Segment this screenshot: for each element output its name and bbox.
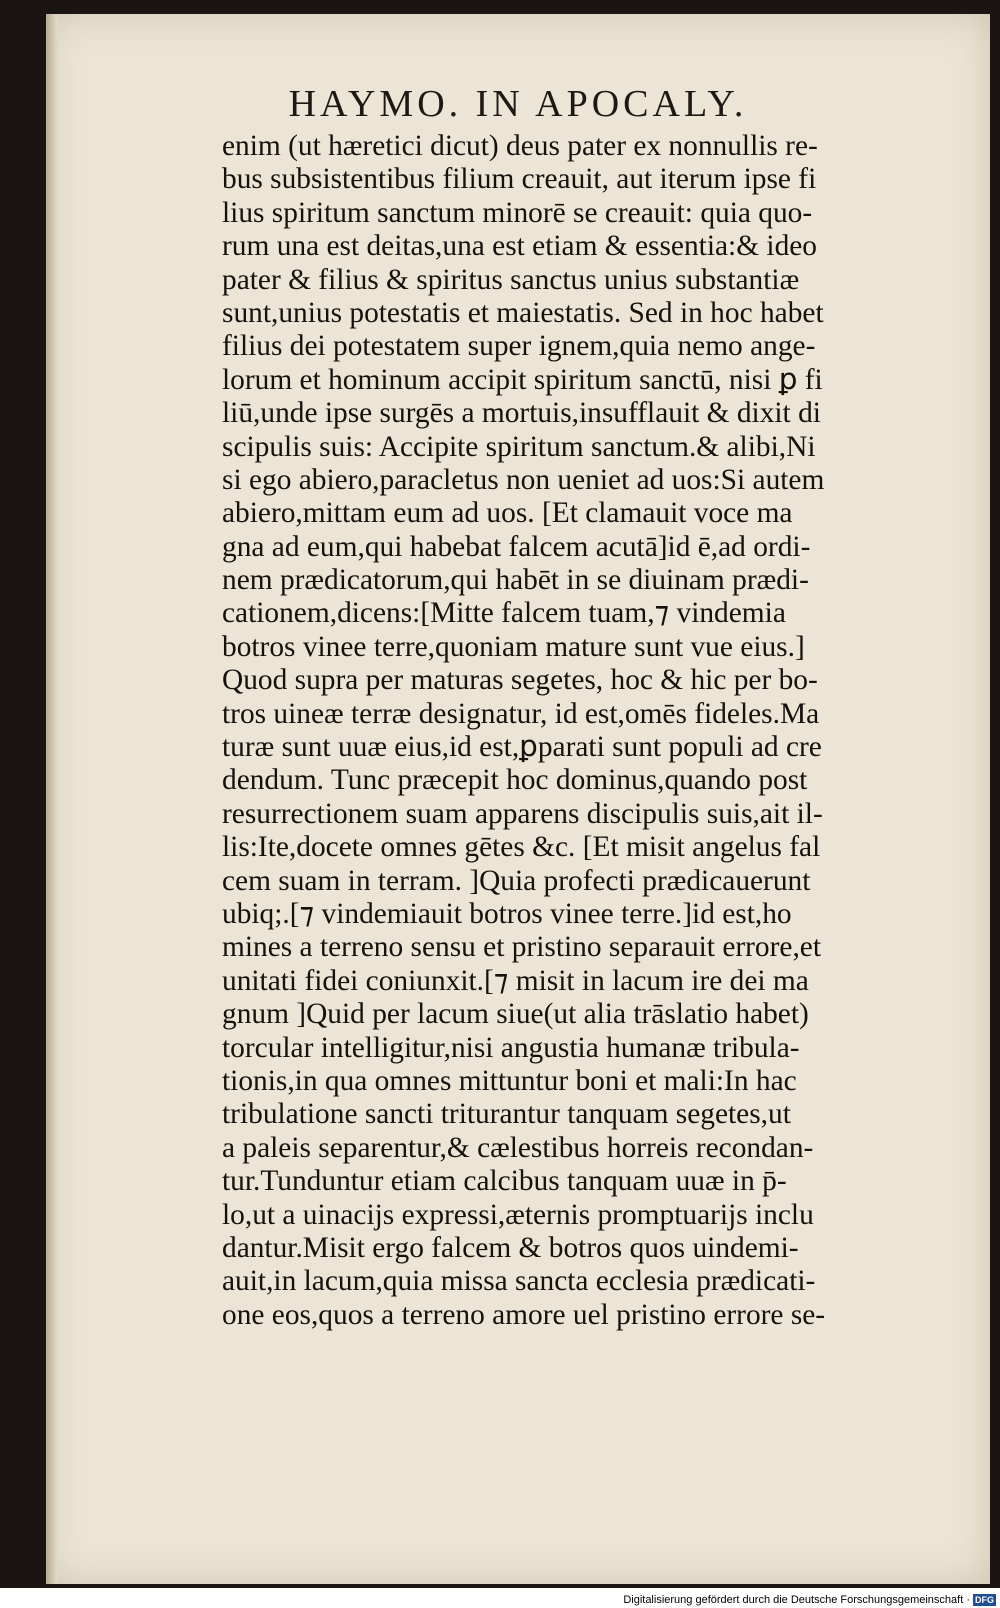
text-line: filius dei potestatem super ignem,quia nemo ange- [222,330,816,363]
text-line: abiero,mittam eum ad uos. [Et clamauit voce ma [222,497,793,530]
text-line: ubiq;.[⁊ vindemiauit botros vinee terre.]id est,ho [222,897,792,930]
dfg-logo: DFG [975,1595,994,1605]
credit-text: Digitalisierung gefördert durch die Deutsche Forschungsgemeinschaft · [623,1594,970,1606]
text-line: gna ad eum,qui habebat falcem acutā]id ē,ad ordi- [222,530,811,563]
text-line: tur.Tunduntur etiam calcibus tanquam uuæ in p̄- [222,1165,787,1198]
text-line: one eos,quos a terreno amore uel pristino errore se- [222,1298,826,1331]
text-line: liū,unde ipse surgēs a mortuis,insufflauit & dixit di [222,397,821,430]
running-head: HAYMO. IN APOCALY. [288,83,748,125]
text-line: torcular intelligitur,nisi angustia humanæ tribula- [222,1031,800,1064]
body-text [222,130,992,1332]
text-line: tionis,in qua omnes mittuntur boni et mali:In hac [222,1064,797,1097]
text-line: tros uineæ terræ designatur, id est,omēs fideles.Ma [222,697,820,730]
book-page [46,14,990,1584]
text-line: cationem,dicens:[Mitte falcem tuam,⁊ vindemia [222,597,786,630]
text-line: rum una est deitas,una est etiam & essentia:& ideo [222,230,818,263]
text-line: tribulatione sancti triturantur tanquam segetes,ut [222,1098,791,1131]
text-line: si ego abiero,paracletus non ueniet ad uos:Si autem [222,463,825,496]
text-line: botros vinee terre,quoniam mature sunt vue eius.] [222,630,805,663]
page-gutter-shadow [46,14,58,1584]
text-line: Quod supra per maturas segetes, hoc & hic per bo- [222,664,818,697]
text-line: pater & filius & spiritus sanctus unius substantiæ [222,263,800,296]
text-line: lo,ut a uinacijs expressi,æternis promptuarijs inclu [222,1198,814,1231]
text-line: mines a terreno sensu et pristino separauit errore,et [222,931,822,964]
text-line: auit,in lacum,quia missa sancta ecclesia prædicati- [222,1265,816,1298]
text-line: cem suam in terram. ]Quia profecti prædicauerunt [222,864,811,897]
text-line: scipulis suis: Accipite spiritum sanctum.& alibi,Ni [222,430,816,463]
text-line: lius spiritum sanctum minorē se creauit: quia quo- [222,196,813,229]
text-line: gnum ]Quid per lacum siue(ut alia trāslatio habet) [222,998,809,1031]
text-line: bus subsistentibus filium creauit, aut iterum ipse fi [222,163,817,196]
text-line: nem prædicatorum,qui habēt in se diuinam prædi- [222,564,809,597]
text-line: dendum. Tunc præcepit hoc dominus,quando post [222,764,808,797]
text-line: lorum et hominum accipit spiritum sanctū, nisi ꝑ fi [222,363,823,396]
digitization-credit [623,1594,996,1606]
text-line: lis:Ite,docete omnes gētes &c. [Et misit angelus fal [222,831,821,864]
text-line: a paleis separentur,& cælestibus horreis recondan- [222,1131,814,1164]
text-line: sunt,unius potestatis et maiestatis. Sed in hoc habet [222,296,824,329]
text-line: dantur.Misit ergo falcem & botros quos uindemi- [222,1231,799,1264]
text-line: turæ sunt uuæ eius,id est,ꝑparati sunt populi ad cre [222,731,822,764]
text-line: resurrectionem suam apparens discipulis suis,ait il- [222,797,823,830]
text-line: enim (ut hæretici dicut) deus pater ex nonnullis re- [222,130,818,162]
text-line: unitati fidei coniunxit.[⁊ misit in lacum ire dei ma [222,964,809,997]
